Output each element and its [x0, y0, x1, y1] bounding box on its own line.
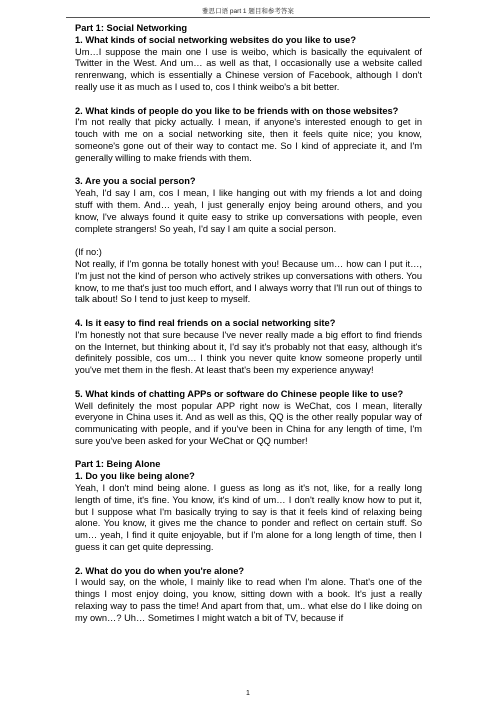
answer-alone-1: Yeah, I don't mind being alone. I guess as long as it's not, like, for a really long length of time, it's fine. You know, it's kind of um… I don't really know how to put it, but I suppose what I'm basically trying to say is that it feels kind of relaxing being alone. You know, it gives me the chance to ponder and reflect on certain stuff. So um… yeah, I find it quite enjoyable, but if I'm alone for a long length of time, then I guess it can get quite depressing. — [75, 483, 422, 553]
question-alone-1: 1. Do you like being alone? — [75, 471, 195, 482]
answer-4: I'm honestly not that sure because I've never really made a big effort to find friends on the Internet, but thinking about it, I'd say it's probably not that easy, although it's definitely possible, cos um… I think you never quite know someone properly until you've met them in the flesh. At least that's been my experience anyway! — [75, 329, 422, 376]
paragraph-gap — [75, 235, 422, 247]
answer-1: Um…I suppose the main one I use is weibo, which is basically the equivalent of Twitter in the West. And um… as well as that, I occasionally use a website called renrenwang, which is essentially a Chinese version of Facebook, although I don't really use it as much as I used to, cos I think weibo's a bit better. — [75, 46, 422, 92]
answer-3: Yeah, I'd say I am, cos I mean, I like hanging out with my friends a lot and doing stuff with them. And… yeah, I just generally enjoy being around others, and you know, I've always found it quite easy to strike up conversations with people, even complete strangers! So yeah, I'd say I am quite a social person. — [75, 188, 422, 234]
question-alone-2: 2. What do you do when you're alone? — [75, 565, 245, 576]
section-title-social-networking: Part 1: Social Networking — [75, 23, 188, 33]
page-header: 雅思口语 part 1 题目和参考答案 — [202, 8, 294, 15]
question-4: 4. Is it easy to find real friends on a social networking site? — [75, 317, 336, 328]
question-2: 2. What kinds of people do you like to be friends with on those websites? — [75, 105, 399, 116]
question-1: 1. What kinds of social networking websites do you like to use? — [75, 34, 357, 45]
answer-alone-2: I would say, on the whole, I mainly like to read when I'm alone. That's one of the things I most enjoy doing, you know, sitting down with a book. It's just a really relaxing way to pass the time! And apart from that, um.. what else do I like doing on my own…? Uh… Sometimes I might watch a bit of TV, because if — [75, 577, 422, 623]
answer-5: Well definitely the most popular APP right now is WeChat, cos I mean, literally everyone in China uses it. And as well as this, QQ is the other really popular way of communicating with people, and if you've been in China for any length of time, I'm sure you've been asked for your WeChat or QQ number! — [75, 400, 422, 446]
question-3: 3. Are you a social person? — [75, 176, 196, 187]
answer-3-alt: Not really, if I'm gonna be totally honest with you! Because um… how can I put it…, I'm just not the kind of person who actively strikes up conversations with others. You know, to me that's just too much effort, and I always worry that I'll run out of things to talk about! So I tend to just keep to myself. — [75, 258, 422, 305]
header-divider — [66, 17, 430, 18]
document-body — [75, 23, 422, 625]
answer-2: I'm not really that picky actually. I mean, if anyone's interested enough to get in touch with me on a social networking site, then it feels quite nice; you know, someone's gone out of their way to contact me. So I kind of appreciate it, and I'm generally willing to make friends with them. — [75, 117, 422, 163]
section-title-being-alone: Part 1: Being Alone — [75, 459, 161, 470]
page-number: 1 — [246, 690, 250, 697]
answer-3-alt-label: (If no:) — [75, 247, 102, 258]
question-5: 5. What kinds of chatting APPs or software do Chinese people like to use? — [75, 388, 404, 399]
